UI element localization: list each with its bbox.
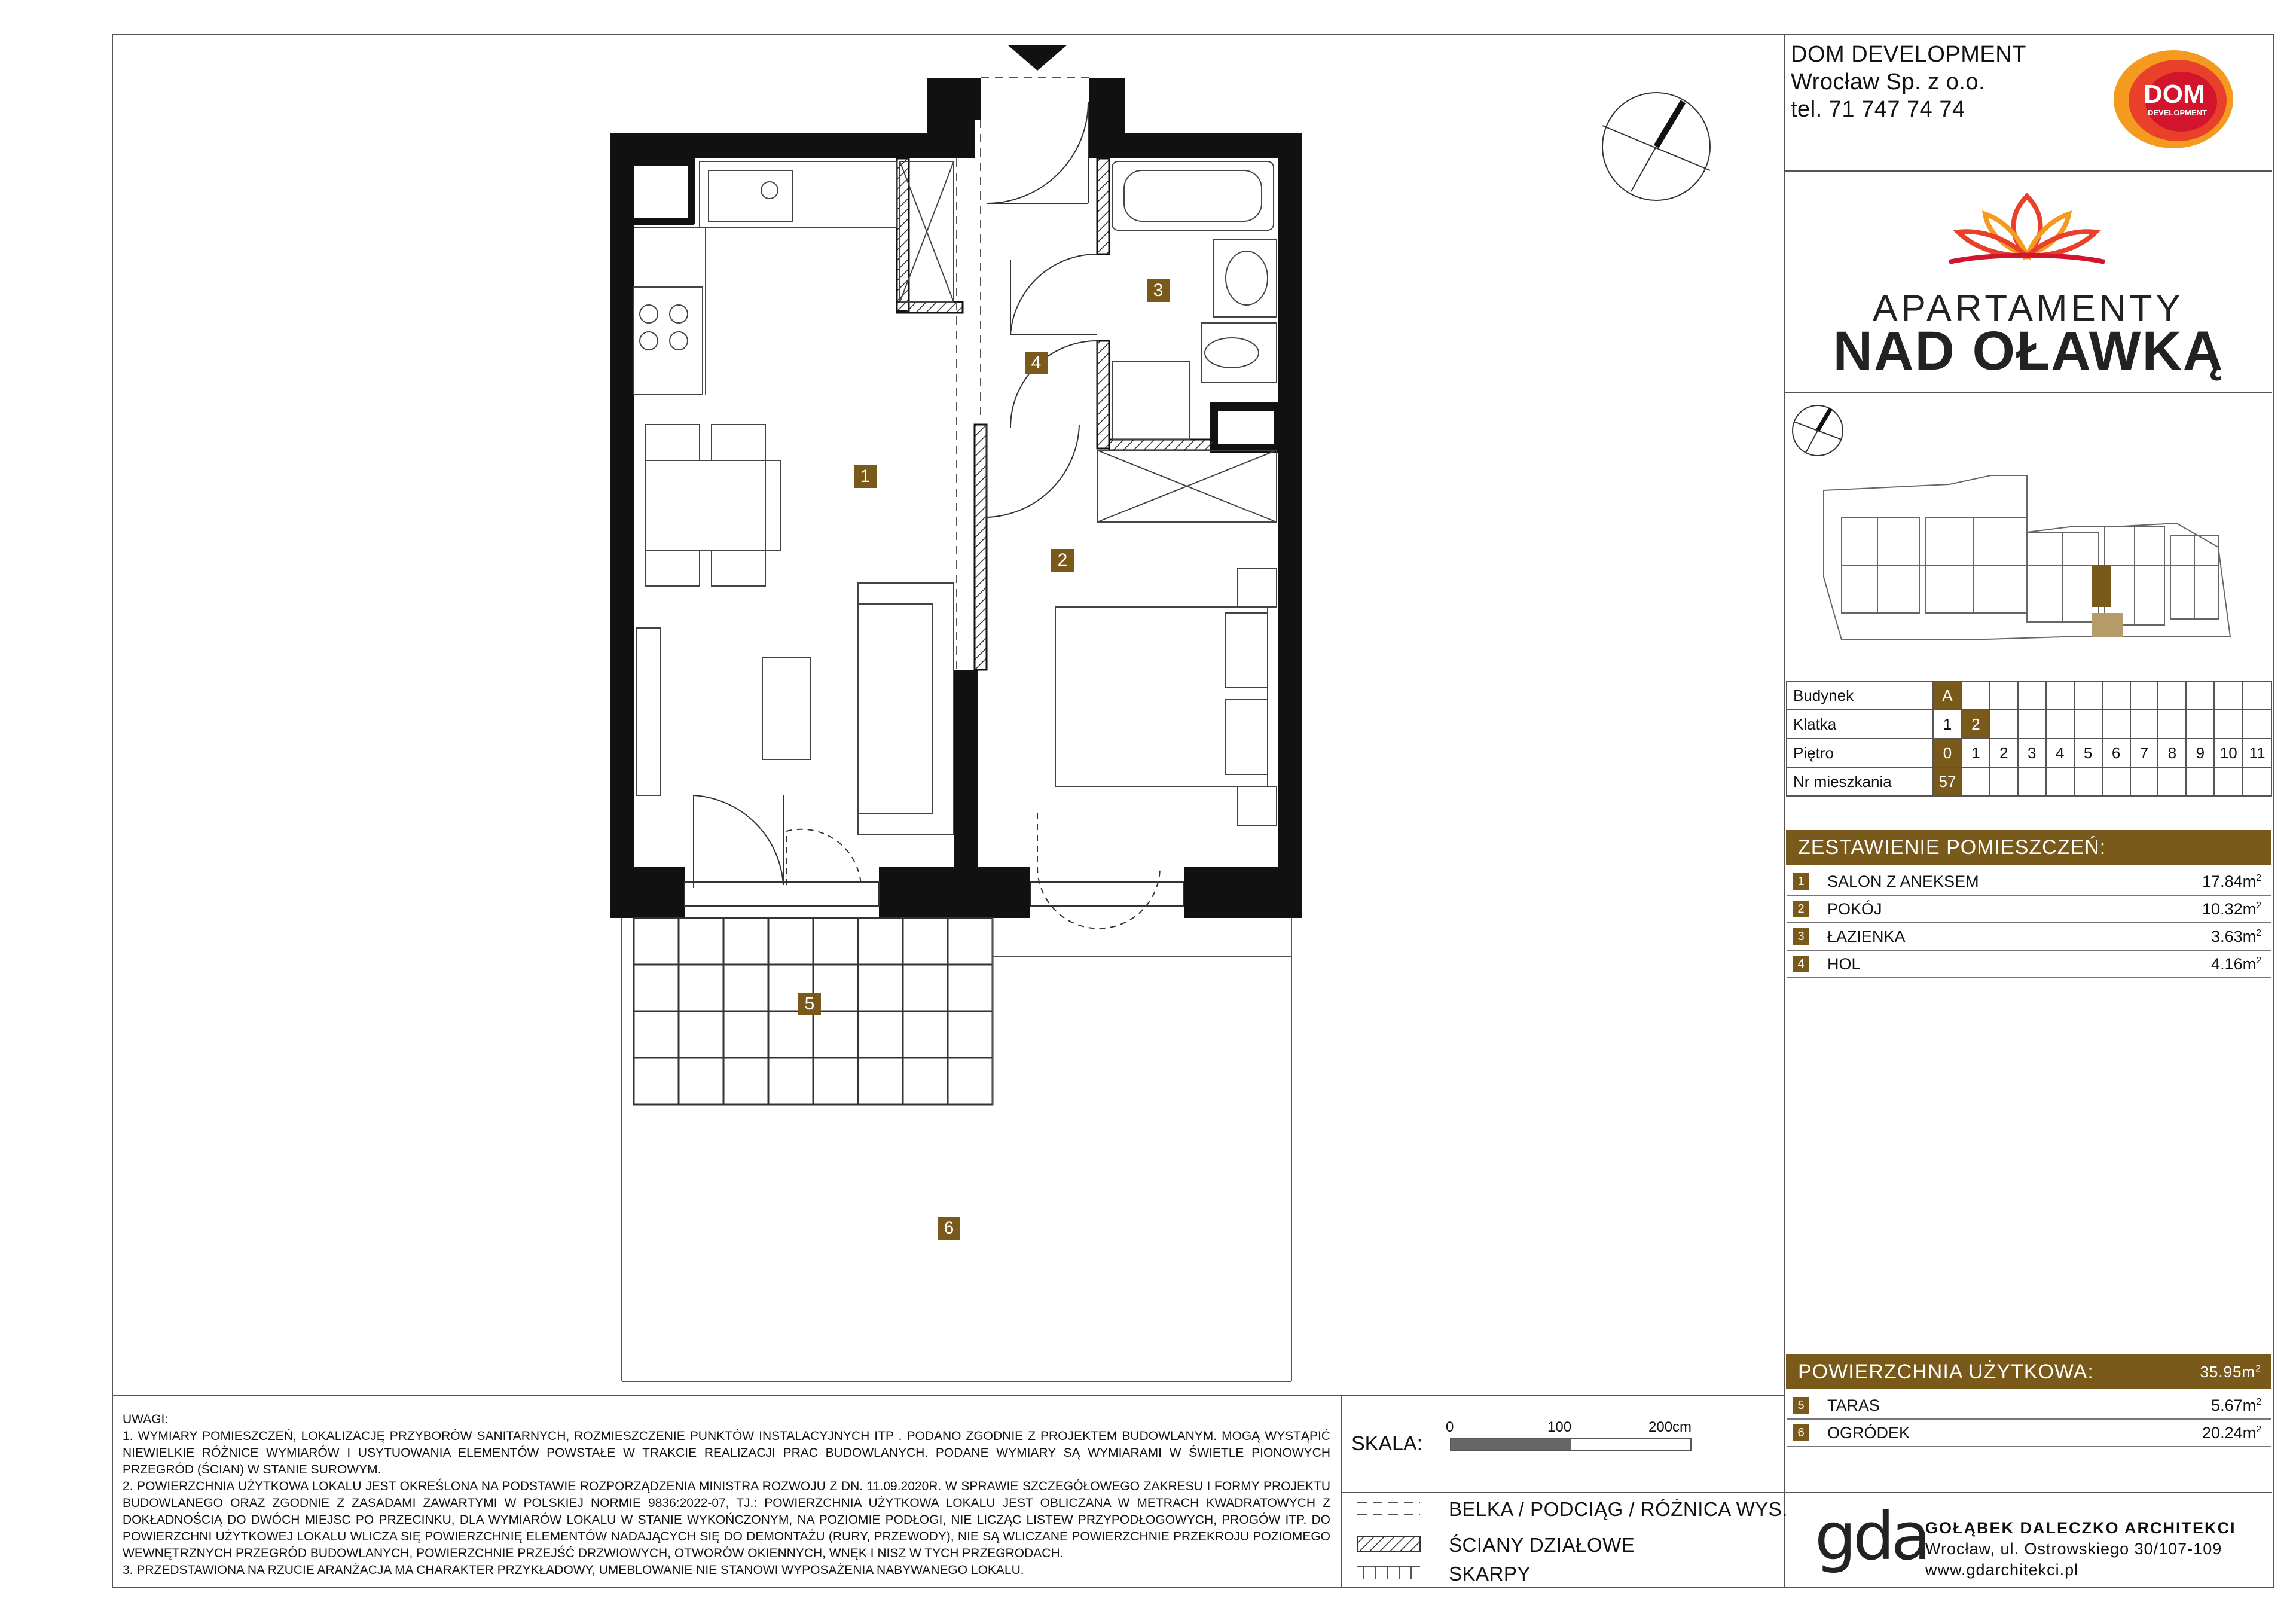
dom-logo-subtext: DEVELOPMENT	[2148, 108, 2207, 117]
extra-area-row	[1787, 1420, 2271, 1447]
room-area: $20.24m^2$	[2202, 1423, 2261, 1442]
dashed-line-icon	[1357, 1502, 1420, 1514]
table-cell	[2074, 710, 2102, 739]
table-cell: 8	[2158, 739, 2186, 767]
developer-company: Wrocław Sp. z o.o.	[1791, 69, 1986, 94]
project-title-line1: APARTAMENTY	[1873, 288, 2184, 329]
room-number: 5	[1793, 1397, 1809, 1414]
table-cell	[1990, 681, 2018, 710]
plan-label-5: 5	[798, 993, 821, 1015]
notes-title: UWAGI:	[123, 1413, 169, 1426]
table-cell	[2214, 681, 2243, 710]
slope-icon	[1357, 1567, 1420, 1579]
room-name: POKÓJ	[1827, 899, 1882, 918]
table-cell	[2102, 681, 2130, 710]
note-item: 3. PRZEDSTAWIONA NA RZUCIE ARANŻACJA MA CHARAKTER PRZYKŁADOWY, UMEBLOWANIE NIE STANOWI WYPOSAŻENIA NABYWANEGO LOKALU.	[123, 1563, 1024, 1577]
sidebar-hline-2	[1785, 392, 2272, 393]
rooms-section-heading: ZESTAWIENIE POMIESZCZEŃ:	[1786, 830, 2271, 865]
architect-address: Wrocław, ul. Ostrowskiego 30/107-109	[1925, 1540, 2222, 1558]
scale-bar	[1450, 1438, 1692, 1451]
living-furniture	[637, 583, 954, 834]
note-item: 1. WYMIARY POMIESZCZEŃ, LOKALIZACJĘ PRZYBORÓW SANITARNYCH, ROZMIESZCZENIE PUNKTÓW INSTALACYJNYCH ITP . PODANO ZGODNIE Z PROJEKTEM BUDOWLANYM. MOGĄ WYSTĄPIĆ NIEWIELKIE RÓŻNICE WYMIARÓW I USYTUOWANIA ELEMENTÓW POWSTAŁE W TRAKCIE REALIZACJI PRAC BUDOWLANYCH. PODANE WYMIARY SĄ WYMIARAMI W ŚWIETLE PIONOWYCH PRZEGRÓD (ŚCIAN) W STANIE SUROWYM.	[123, 1429, 1330, 1476]
scale-tick-0: 0	[1446, 1419, 1454, 1435]
sidebar-divider	[1784, 34, 1785, 1587]
table-cell	[2214, 767, 2243, 796]
room-name: TARAS	[1827, 1396, 1880, 1414]
scale-tick-100: 100	[1547, 1419, 1572, 1435]
table-cell: 1	[1933, 710, 1962, 739]
extra-area-row	[1787, 1392, 2271, 1420]
room-number: 1	[1793, 873, 1809, 890]
row-label: Piętro	[1787, 739, 1933, 767]
table-cell: 6	[2102, 739, 2130, 767]
plan-label-3: 3	[1147, 279, 1170, 302]
table-cell	[2158, 710, 2186, 739]
dom-logo-text: DOM	[2144, 80, 2205, 109]
hatched-wall-icon	[1357, 1537, 1420, 1551]
compass-icon	[1602, 93, 1710, 200]
table-cell	[2018, 767, 2046, 796]
table-cell	[2186, 710, 2214, 739]
sidebar-hline-3	[1785, 1492, 2272, 1493]
room-name: ŁAZIENKA	[1827, 927, 1906, 945]
bed	[1055, 568, 1277, 825]
table-cell: 57	[1933, 767, 1962, 796]
exterior-walls	[610, 78, 1302, 918]
table-cell	[2243, 710, 2271, 739]
table-cell: 4	[2046, 739, 2074, 767]
location-row-stairwell	[1787, 710, 2271, 739]
usable-area-value: $35.95m^2$	[2200, 1362, 2261, 1381]
room-area: $3.63m^2$	[2211, 927, 2261, 945]
table-cell: 2	[1990, 739, 2018, 767]
table-cell	[2130, 767, 2158, 796]
location-row-building	[1787, 681, 2271, 710]
legend-icons	[1354, 1495, 1426, 1585]
table-cell: A	[1933, 681, 1962, 710]
table-cell	[1990, 710, 2018, 739]
table-cell	[2046, 681, 2074, 710]
bathroom-fixtures	[1112, 161, 1277, 440]
table-cell	[2130, 710, 2158, 739]
table-cell: 7	[2130, 739, 2158, 767]
partition-walls	[897, 158, 1214, 670]
table-cell	[2018, 710, 2046, 739]
location-row-floor	[1787, 739, 2271, 767]
sidebar-hline-1	[1785, 170, 2272, 172]
dom-development-logo	[2111, 47, 2236, 151]
table-cell	[2186, 767, 2214, 796]
room-row	[1787, 868, 2271, 896]
room-number: 3	[1793, 928, 1809, 945]
location-table	[1786, 681, 2272, 797]
entrance-arrow-icon	[1007, 45, 1067, 71]
developer-info	[1791, 41, 2026, 123]
notes	[123, 1411, 1330, 1579]
table-cell: 2	[1962, 710, 1990, 739]
table-cell: 0	[1933, 739, 1962, 767]
table-cell	[2214, 710, 2243, 739]
gda-logo: gda	[1815, 1498, 1928, 1575]
room-area: $5.67m^2$	[2211, 1396, 2261, 1414]
table-cell: 11	[2243, 739, 2271, 767]
room-name: OGRÓDEK	[1827, 1423, 1910, 1442]
table-cell: 3	[2018, 739, 2046, 767]
table-cell	[2102, 767, 2130, 796]
legend-beam: BELKA / PODCIĄG / RÓŻNICA WYS.	[1449, 1498, 1788, 1520]
room-area: $17.84m^2$	[2202, 872, 2261, 890]
plan-label-2: 2	[1051, 549, 1074, 572]
scale-label: SKALA:	[1351, 1432, 1423, 1455]
row-label: Nr mieszkania	[1787, 767, 1933, 796]
architect-website: www.gdarchitekci.pl	[1925, 1561, 2079, 1579]
table-cell	[1962, 767, 1990, 796]
room-area: $10.32m^2$	[2202, 899, 2261, 918]
project-title-line2: NAD OŁAWKĄ	[1833, 321, 2224, 382]
developer-name: DOM DEVELOPMENT	[1791, 42, 2026, 67]
garden-outline	[622, 918, 1292, 1381]
room-name: SALON Z ANEKSEM	[1827, 872, 1979, 890]
table-cell	[2046, 767, 2074, 796]
table-cell: 5	[2074, 739, 2102, 767]
room-number: 6	[1793, 1424, 1809, 1441]
scale-tick-200: 200cm	[1648, 1419, 1692, 1435]
location-row-apartment	[1787, 767, 2271, 796]
room-row	[1787, 896, 2271, 923]
lotus-logo-icon	[1943, 190, 2111, 274]
room-area: $4.16m^2$	[2211, 954, 2261, 973]
table-cell	[2130, 681, 2158, 710]
table-cell: 10	[2214, 739, 2243, 767]
row-label: Klatka	[1787, 710, 1933, 739]
table-cell	[2018, 681, 2046, 710]
table-cell	[2186, 681, 2214, 710]
table-cell: 9	[2186, 739, 2214, 767]
table-cell	[2158, 681, 2186, 710]
table-cell	[1962, 681, 1990, 710]
room-number: 2	[1793, 901, 1809, 917]
legend-partition-walls: ŚCIANY DZIAŁOWE	[1449, 1534, 1635, 1556]
usable-area-heading	[1786, 1354, 2271, 1389]
room-number: 4	[1793, 956, 1809, 972]
row-label: Budynek	[1787, 681, 1933, 710]
room-row	[1787, 951, 2271, 978]
room-name: HOL	[1827, 954, 1861, 973]
dining-table	[646, 425, 780, 586]
footer-divider	[112, 1395, 1784, 1396]
table-cell	[2074, 681, 2102, 710]
plan-label-4: 4	[1025, 352, 1048, 374]
table-cell	[2158, 767, 2186, 796]
table-cell	[2074, 767, 2102, 796]
note-item: 2. POWIERZCHNIA UŻYTKOWA LOKALU JEST OKREŚLONA NA PODSTAWIE ROZPORZĄDZENIA MINISTRA ROZWOJU Z DN. 11.09.2020R. W SPRAWIE SZCZEGÓŁOWEGO ZAKRESU I FORMY PROJEKTU BUDOWLANEGO ORAZ ZGODNIE Z ZASADAMI ZAWARTYMI W POLSKIEJ NORMIE 9836:2022-07, TJ.: POWIERZCHNIA UŻYTKOWA LOKALU JEST OBLICZANA W METRACH KWADRATOWYCH Z DOKŁADNOŚCIĄ DO DWÓCH MIEJSC PO PRZECINKU, DLA WYMIARÓW LOKALU W STANIE WYKOŃCZONYM, NA POZIOMIE PODŁOGI, NIE LICZĄC LISTEW PRZYPODŁOGOWYCH, PROGÓW ITP. DO POWIERZCHNI UŻYTKOWEJ LOKALU WLICZA SIĘ POWIERZCHNIĘ ELEMENTÓW NADAJĄCYCH SIĘ DO DEMONTAŻU (RURY, PRZEWODY), NIE SĄ WLICZANE POWIERZCHNIE PRZEKROJU POZIOMEGO WEWNĘTRZNYCH PRZEGRÓD BUDOWLANYCH, POWIERZCHNIE PRZEJŚĆ DRZWIOWYCH, OTWORÓW OKIENNYCH, WNĘK I NISZ W TYCH PRZEGRODACH.	[123, 1479, 1330, 1560]
architect-name: GOŁĄBEK DALECZKO ARCHITEKCI	[1925, 1519, 2236, 1537]
table-cell	[1990, 767, 2018, 796]
table-cell	[2102, 710, 2130, 739]
legend-divider	[1341, 1492, 1785, 1493]
developer-phone: tel. 71 747 74 74	[1791, 97, 1965, 122]
plan-label-1: 1	[854, 465, 877, 488]
room-row	[1787, 923, 2271, 951]
table-cell	[2046, 710, 2074, 739]
legend-slopes: SKARPY	[1449, 1563, 1531, 1585]
table-cell	[2243, 767, 2271, 796]
site-plan-thumbnail	[1788, 398, 2272, 649]
footer-vdivider	[1341, 1395, 1342, 1587]
table-cell: 1	[1962, 739, 1990, 767]
usable-area-label: POWIERZCHNIA UŻYTKOWA:	[1798, 1360, 2094, 1383]
table-cell	[2243, 681, 2271, 710]
plan-label-6: 6	[938, 1217, 960, 1240]
